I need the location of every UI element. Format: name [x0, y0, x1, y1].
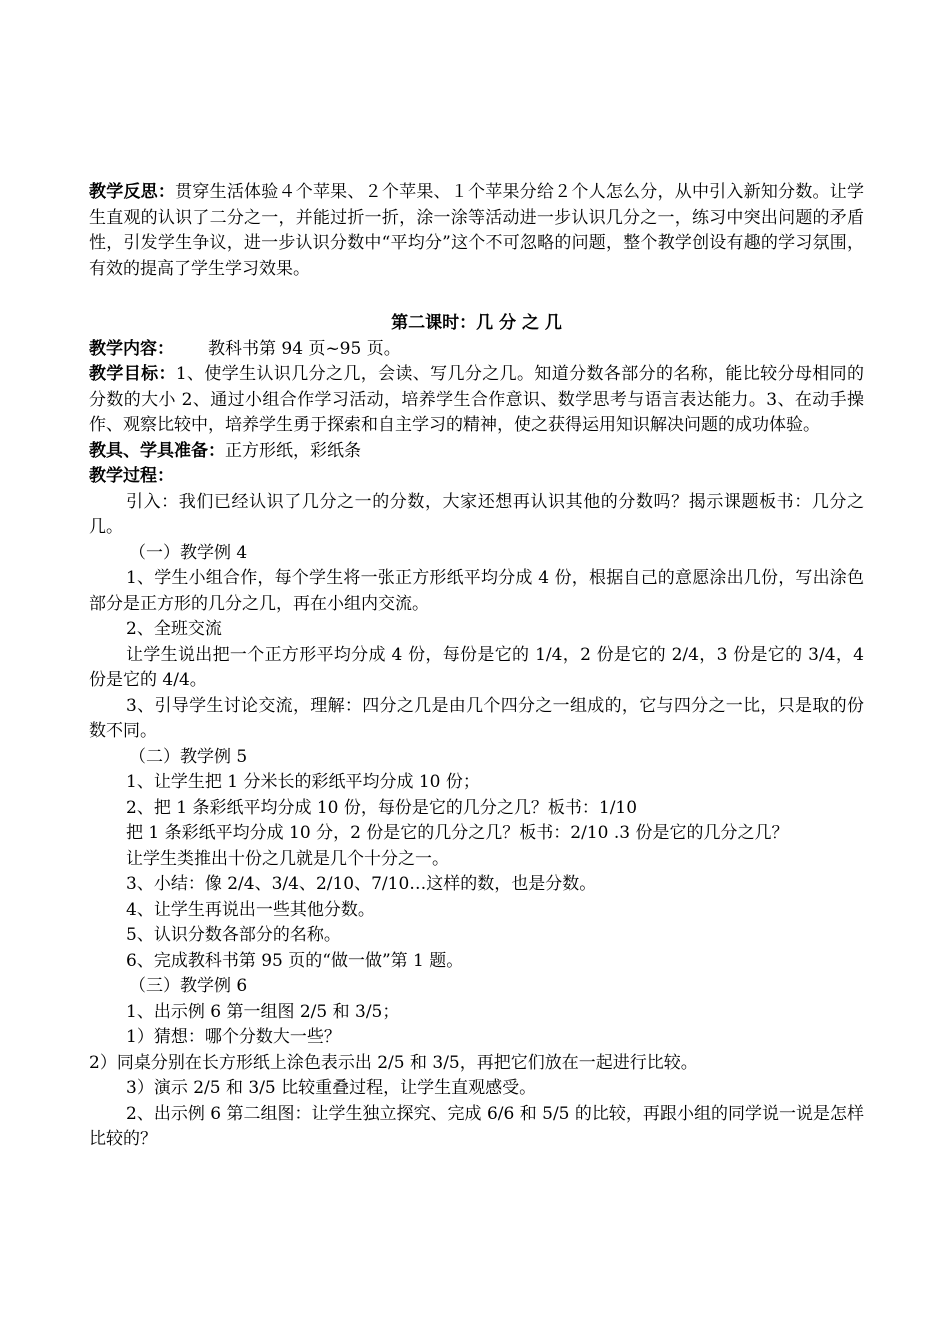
example6-step3: 2）同桌分别在长方形纸上涂色表示出 2/5 和 3/5，再把它们放在一起进行比较。 — [89, 1052, 698, 1073]
example6-step5: 2、出示例 6 第二组图：让学生独立探究、完成 6/6 和 5/5 的比较，再跟小组的同学说一说是怎样比较的？ — [89, 1103, 864, 1149]
example5-step4: 让学生类推出十份之几就是几个十分之一。 — [126, 848, 449, 869]
content-label: 教学内容： — [89, 338, 174, 359]
reflection-paragraph — [89, 180, 864, 282]
example6-step2: 1）猜想：哪个分数大一些？ — [126, 1027, 341, 1047]
example4-step2: 2、全班交流 — [126, 619, 222, 639]
goals-text: 1、使学生认识几分之几，会读、写几分之几。知道分数各部分的名称，能比较分母相同的分数的大小 2、通过小组合作学习活动，培养学生合作意识、数学思考与语言表达能力。3、在动手操作、观察比较中，培养学生勇于探索和自主学习的精神，使之获得运用知识解决问题的成功体验。 — [89, 364, 864, 435]
example5-step2: 2、把 1 条彩纸平均分成 10 份，每份是它的几分之几？板书：1/10 — [126, 797, 638, 818]
example5-heading: （二）教学例 5 — [129, 746, 248, 767]
example4-step4: 3、引导学生讨论交流，理解：四分之几是由几个四分之一组成的，它与四分之一比，只是取的份数不同。 — [89, 695, 864, 741]
content-paragraph — [89, 337, 864, 363]
reflection-label: 教学反思： — [89, 182, 176, 202]
tools-paragraph — [89, 439, 864, 465]
document-page — [89, 180, 864, 1153]
example4-heading: （一）教学例 4 — [129, 542, 248, 563]
intro-paragraph: 引入：我们已经认识了几分之一的分数，大家还想再认识其他的分数吗？揭示课题板书：几分之几。 — [89, 491, 864, 537]
example5-step5: 3、小结：像 2/4、3/4、2/10、7/10…这样的数，也是分数。 — [126, 874, 597, 894]
content-text: 教科书第 94 页~95 页。 — [208, 338, 401, 359]
process-label: 教学过程： — [89, 466, 174, 486]
goals-paragraph — [89, 362, 864, 439]
example6-heading: （三）教学例 6 — [129, 976, 248, 996]
tools-label: 教具、学具准备： — [89, 440, 225, 461]
example6-step4: 3）演示 2/5 和 3/5 比较重叠过程，让学生直观感受。 — [126, 1078, 537, 1098]
example4-step3: 让学生说出把一个正方形平均分成 4 份，每份是它的 1/4，2 份是它的 2/4，3 份是它的 3/4，4 份是它的 4/4。 — [89, 644, 864, 690]
example5-step6: 4、让学生再说出一些其他分数。 — [126, 899, 375, 920]
tools-text: 正方形纸，彩纸条 — [225, 440, 361, 461]
example5-step8: 6、完成教科书第 95 页的“做一做”第 1 题。 — [126, 950, 464, 971]
goals-label: 教学目标： — [89, 364, 176, 384]
lesson-title: 第二课时：几 分 之 几 — [391, 313, 562, 333]
example6-step1: 1、出示例 6 第一组图 2/5 和 3/5； — [126, 1001, 400, 1022]
example5-step1: 1、让学生把 1 分米长的彩纸平均分成 10 份； — [126, 772, 480, 792]
reflection-text: 贯穿生活体验４个苹果、２个苹果、１个苹果分给２个人怎么分，从中引入新知分数。让学生直观的认识了二分之一，并能过折一折，涂一涂等活动进一步认识几分之一，练习中突出问题的矛盾性，引发学生争议，进一步认识分数中“平均分”这个不可忽略的问题，整个教学创设有趣的学习氛围，有效的提高了学生学习效果。 — [89, 182, 865, 279]
example4-step1: 1、学生小组合作，每个学生将一张正方形纸平均分成 4 份，根据自己的意愿涂出几份，写出涂色部分是正方形的几分之几，再在小组内交流。 — [89, 568, 864, 614]
example5-step3: 把 1 条彩纸平均分成 10 分，2 份是它的几分之几？板书：2/10 .3 份是它的几分之几？ — [126, 823, 789, 843]
example5-step7: 5、认识分数各部分的名称。 — [126, 925, 341, 945]
